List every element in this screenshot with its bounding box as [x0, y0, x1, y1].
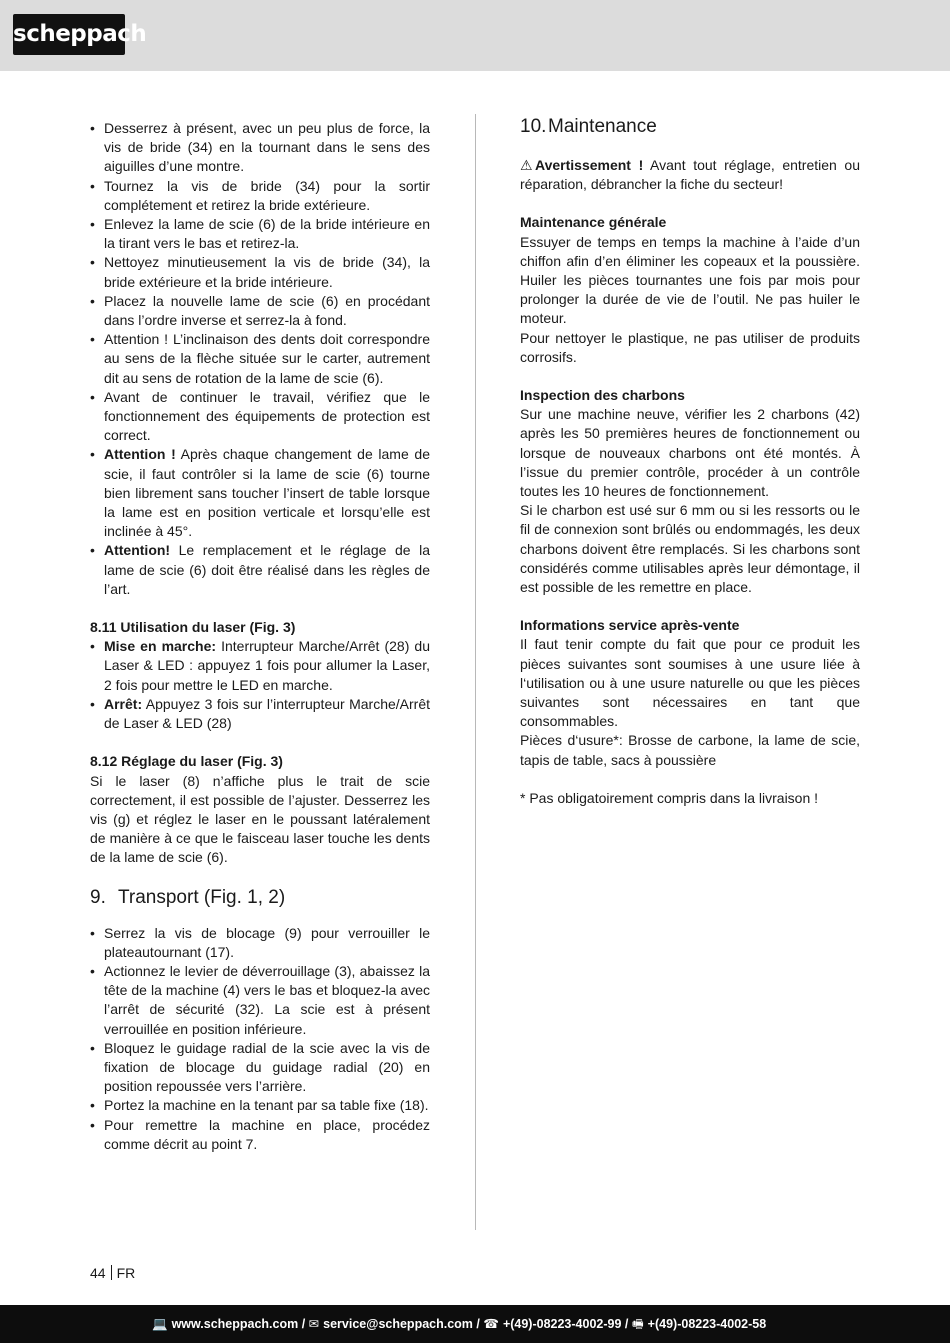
list-item: • Arrêt: Appuyez 3 fois sur l’interrupteur Marche/Arrêt de Laser & LED (28)	[90, 695, 430, 733]
laser-use-heading: 8.11 Utilisation du laser (Fig. 3)	[90, 619, 296, 636]
service-heading: Informations service après-vente	[520, 617, 740, 634]
list-item: • Pour remettre la machine en place, procédez comme décrit au point 7.	[90, 1116, 430, 1154]
list-item: • Enlevez la lame de scie (6) de la bride intérieure en la tirant vers le bas et retirez-la.	[90, 215, 430, 253]
list-item: • Attention ! L’inclinaison des dents doit correspondre au sens de la flèche située sur le carter, autrement dit au sens de rotation de la lame de scie (6).	[90, 330, 430, 388]
maintenance-heading	[520, 115, 860, 139]
general-maintenance-text: Pour nettoyer le plastique, ne pas utiliser de produits corrosifs.	[520, 329, 860, 365]
warning-paragraph: ⚠ Avertissement ! Avant tout réglage, entretien ou réparation, débrancher la fiche du secteur!	[520, 157, 860, 193]
laser-adjust-text: Si le laser (8) n’affiche plus le trait de scie correctement, il est possible de l’ajuster. Desserrez les vis (g) et réglez le laser en le poussant latéralement de manière à ce que le faisceau laser touche les dents de la lame de scie (6).	[90, 772, 430, 866]
right-column	[520, 115, 860, 808]
laser-use-list	[90, 637, 430, 733]
email-link[interactable]: service@scheppach.com /	[323, 1317, 480, 1331]
list-item: • Placez la nouvelle lame de scie (6) en procédant dans l’ordre inverse et serrez-la à fond.	[90, 292, 430, 330]
brushes-text: Sur une machine neuve, vérifier les 2 charbons (42) après les 50 premières heures de fonctionnement ou lorsque de nouveaux charbons ont été montés. À l’issue du premier contrôle, procéder à un contrôle toutes les 10 heures de fonctionnement.	[520, 406, 860, 500]
header-bar	[0, 0, 950, 71]
list-item: • Actionnez le levier de déverrouillage (3), abaissez la tête de la machine (4) vers le bas et bloquez-la avec l’arrêt de sécurité (32). La scie est à présent verrouillée en position inférieure.	[90, 962, 430, 1039]
transport-list	[90, 924, 430, 1154]
transport-title: Transport (Fig. 1, 2)	[118, 886, 286, 908]
laser-adjust-heading: 8.12 Réglage du laser (Fig. 3)	[90, 753, 283, 770]
transport-heading	[90, 886, 430, 910]
wear-parts-text: Pièces d‘usure*: Brosse de carbone, la lame de scie, tapis de table, sacs à poussière	[520, 732, 860, 768]
transport-number: 9.	[90, 886, 106, 908]
footnote: * Pas obligatoirement compris dans la livraison !	[520, 790, 819, 807]
list-item: • Mise en marche: Interrupteur Marche/Arrêt (28) du Laser & LED : appuyez 1 fois pour allumer la Laser, 2 fois pour mettre le LED en marche.	[90, 637, 430, 695]
brushes-text: Si le charbon est usé sur 6 mm ou si les ressorts ou le fil de connexion sont brûlés ou endommagés, les deux charbons doivent être remplacés. Si les charbons sont considérés comme utilisables après leur démontage, il est possible de les remettre en place.	[520, 502, 860, 596]
list-item: • Nettoyez minutieusement la vis de bride (34), la bride extérieure et la bride intérieure.	[90, 253, 430, 291]
list-item: • Desserrez à présent, avec un peu plus de force, la vis de bride (34) en la tournant dans le sens des aiguilles d’une montre.	[90, 119, 430, 177]
general-maintenance-text: Essuyer de temps en temps la machine à l’aide d’un chiffon afin d’en éliminer les copeaux et la poussière. Huiler les pièces tournantes une fois par mois pour prolonger la durée de vie de l’outil. Ne pas huiler le moteur.	[520, 233, 860, 327]
fax-icon: 🖷	[631, 1317, 644, 1331]
list-item: • Serrez la vis de blocage (9) pour verrouiller le plateautournant (17).	[90, 924, 430, 962]
list-item: • Bloquez le guidage radial de la scie avec la vis de fixation de blocage du guidage radial (20) en position repoussée vers l’arrière.	[90, 1039, 430, 1097]
phone-number: +(49)-08223-4002-99 /	[502, 1317, 629, 1331]
phone-icon: ☎	[483, 1317, 499, 1331]
maintenance-number: 10.	[520, 116, 547, 137]
list-item: • Attention ! Après chaque changement de lame de scie, il faut contrôler si la lame de scie (6) tourne bien librement sans toucher l’insert de table lorsque la lame est en position verticale et lorsqu’elle est inclinée à 45°.	[90, 445, 430, 541]
column-divider	[475, 114, 476, 1230]
list-item: • Attention! Le remplacement et le réglage de la lame de scie (6) doit être réalisé dans les règles de l’art.	[90, 541, 430, 599]
left-column	[90, 119, 430, 1154]
general-maintenance-heading: Maintenance générale	[520, 214, 667, 231]
list-item: • Tournez la vis de bride (34) pour la sortir complétement et retirez la bride extérieure.	[90, 177, 430, 215]
brushes-heading: Inspection des charbons	[520, 387, 685, 404]
computer-icon: 💻	[152, 1317, 168, 1331]
maintenance-title: Maintenance	[548, 116, 657, 137]
page-number: 44 FR	[90, 1265, 136, 1281]
warning-icon: ⚠	[520, 157, 533, 173]
service-text: Il faut tenir compte du fait que pour ce produit les pièces suivantes sont soumises à une usure liée à l‘utilisation ou à une usure naturelle ou que les pièces suivantes sont nécessaires en tant que consommables.	[520, 636, 860, 730]
scheppach-logo: scheppach	[13, 14, 125, 55]
list-item: • Portez la machine en la tenant par sa table fixe (18).	[90, 1096, 430, 1115]
fax-number: +(49)-08223-4002-58	[647, 1317, 767, 1331]
contact-footer	[0, 1305, 950, 1343]
blade-change-list	[90, 119, 430, 599]
mail-icon: ✉	[308, 1317, 320, 1331]
website-link[interactable]: www.scheppach.com /	[171, 1317, 306, 1331]
list-item: • Avant de continuer le travail, vérifiez que le fonctionnement des équipements de protection est correct.	[90, 388, 430, 446]
